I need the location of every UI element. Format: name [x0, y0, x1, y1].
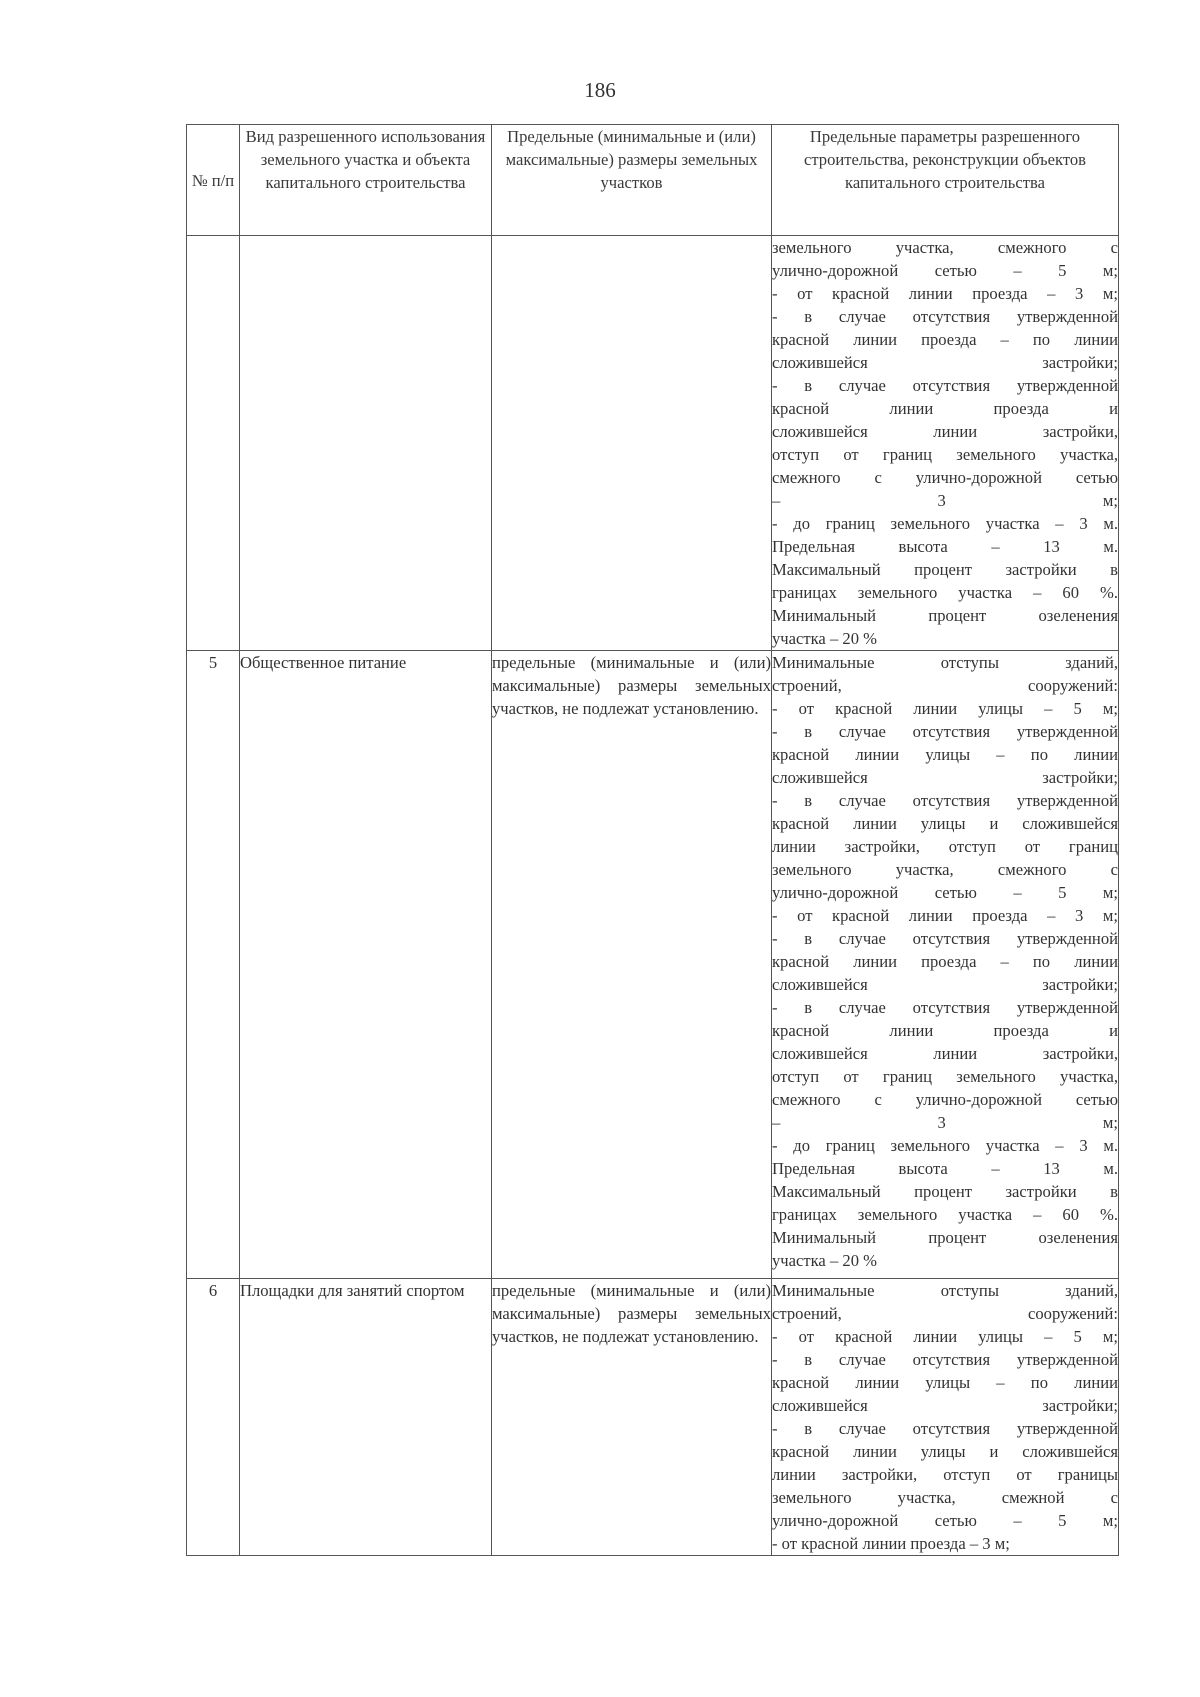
parameter-line: - до границ земельного участка – 3 м. — [772, 514, 1118, 533]
parameter-line: Максимальный процент застройки в — [772, 1182, 1118, 1201]
zoning-parameters-table — [186, 124, 1119, 1556]
row-plot-sizes — [492, 236, 772, 651]
parameter-line: Минимальные отступы зданий, — [772, 653, 1118, 672]
row-construction-parameters — [772, 651, 1119, 1279]
row-permitted-use — [240, 236, 492, 651]
parameter-line: - от красной линии улицы – 5 м; — [772, 1327, 1118, 1346]
parameter-line: – 3 м; — [772, 491, 1118, 510]
header-permitted-use: Вид разрешенного использования земельного участка и объекта капитального строительства — [240, 125, 492, 236]
parameter-line: земельного участка, смежной с — [772, 1488, 1118, 1507]
parameter-line: - в случае отсутствия утвержденной — [772, 1419, 1118, 1438]
parameter-line: красной линии проезда и — [772, 1021, 1118, 1040]
row-plot-sizes: предельные (минимальные и (или) максимальные) размеры земельных участков, не подлежат установлению. — [492, 1279, 772, 1556]
parameter-line: - от красной линии проезда – 3 м; — [772, 906, 1118, 925]
row-plot-sizes: предельные (минимальные и (или) максимальные) размеры земельных участков, не подлежат установлению. — [492, 651, 772, 1279]
row-permitted-use: Площадки для занятий спортом — [240, 1279, 492, 1556]
parameter-line: строений, сооружений: — [772, 676, 1118, 695]
parameter-line: отступ от границ земельного участка, — [772, 445, 1118, 464]
parameter-line: - от красной линии проезда – 3 м; — [772, 1534, 1010, 1553]
parameter-line: красной линии проезда – по линии — [772, 952, 1118, 971]
parameter-line: - в случае отсутствия утвержденной — [772, 307, 1118, 326]
parameter-line: смежного с улично-дорожной сетью — [772, 1090, 1118, 1109]
parameter-line: сложившейся застройки; — [772, 768, 1118, 787]
parameter-line: линии застройки, отступ от границы — [772, 1465, 1118, 1484]
parameter-line: Минимальный процент озеленения — [772, 1228, 1118, 1247]
parameter-line: сложившейся линии застройки, — [772, 1044, 1118, 1063]
parameter-line: улично-дорожной сетью – 5 м; — [772, 261, 1118, 280]
parameter-line: участка – 20 % — [772, 629, 877, 648]
parameter-line: - в случае отсутствия утвержденной — [772, 791, 1118, 810]
parameter-line: строений, сооружений: — [772, 1304, 1118, 1323]
parameter-line: границах земельного участка – 60 %. — [772, 1205, 1118, 1224]
parameter-line: - от красной линии проезда – 3 м; — [772, 284, 1118, 303]
parameter-line: - в случае отсутствия утвержденной — [772, 1350, 1118, 1369]
parameter-line: красной линии улицы – по линии — [772, 1373, 1118, 1392]
row-number — [187, 236, 240, 651]
row-permitted-use: Общественное питание — [240, 651, 492, 1279]
parameter-line: - от красной линии улицы – 5 м; — [772, 699, 1118, 718]
row-construction-parameters — [772, 1279, 1119, 1556]
parameter-line: – 3 м; — [772, 1113, 1118, 1132]
header-number: № п/п — [187, 125, 240, 236]
parameter-line: - в случае отсутствия утвержденной — [772, 376, 1118, 395]
parameter-line: Предельная высота – 13 м. — [772, 1159, 1118, 1178]
parameter-line: красной линии улицы – по линии — [772, 745, 1118, 764]
header-construction-parameters: Предельные параметры разрешенного строительства, реконструкции объектов капитального строительства — [772, 125, 1119, 236]
parameter-line: земельного участка, смежного с — [772, 238, 1118, 257]
header-plot-sizes: Предельные (минимальные и (или) максимальные) размеры земельных участков — [492, 125, 772, 236]
table-row — [187, 1279, 1119, 1556]
parameter-line: линии застройки, отступ от границ — [772, 837, 1118, 856]
parameter-line: красной линии улицы и сложившейся — [772, 1442, 1118, 1461]
page-number: 186 — [584, 78, 616, 102]
table-row — [187, 651, 1119, 1279]
parameter-line: смежного с улично-дорожной сетью — [772, 468, 1118, 487]
parameter-line: - в случае отсутствия утвержденной — [772, 929, 1118, 948]
parameter-line: красной линии проезда и — [772, 399, 1118, 418]
parameter-line: сложившейся застройки; — [772, 353, 1118, 372]
parameter-line: улично-дорожной сетью – 5 м; — [772, 883, 1118, 902]
parameter-line: Минимальные отступы зданий, — [772, 1281, 1118, 1300]
parameter-line: красной линии улицы и сложившейся — [772, 814, 1118, 833]
parameter-line: отступ от границ земельного участка, — [772, 1067, 1118, 1086]
parameter-line: Максимальный процент застройки в — [772, 560, 1118, 579]
parameter-line: сложившейся линии застройки, — [772, 422, 1118, 441]
parameter-line: улично-дорожной сетью – 5 м; — [772, 1511, 1118, 1530]
parameter-line: Минимальный процент озеленения — [772, 606, 1118, 625]
row-number: 5 — [187, 651, 240, 1279]
table-header-row — [187, 125, 1119, 236]
parameter-line: - до границ земельного участка – 3 м. — [772, 1136, 1118, 1155]
parameter-line: - в случае отсутствия утвержденной — [772, 722, 1118, 741]
parameter-line: границах земельного участка – 60 %. — [772, 583, 1118, 602]
row-construction-parameters — [772, 236, 1119, 651]
parameter-line: сложившейся застройки; — [772, 1396, 1118, 1415]
parameter-line: Предельная высота – 13 м. — [772, 537, 1118, 556]
row-number: 6 — [187, 1279, 240, 1556]
parameter-line: - в случае отсутствия утвержденной — [772, 998, 1118, 1017]
table-row — [187, 236, 1119, 651]
parameter-line: красной линии проезда – по линии — [772, 330, 1118, 349]
parameter-line: сложившейся застройки; — [772, 975, 1118, 994]
parameter-line: земельного участка, смежного с — [772, 860, 1118, 879]
parameter-line: участка – 20 % — [772, 1251, 877, 1270]
